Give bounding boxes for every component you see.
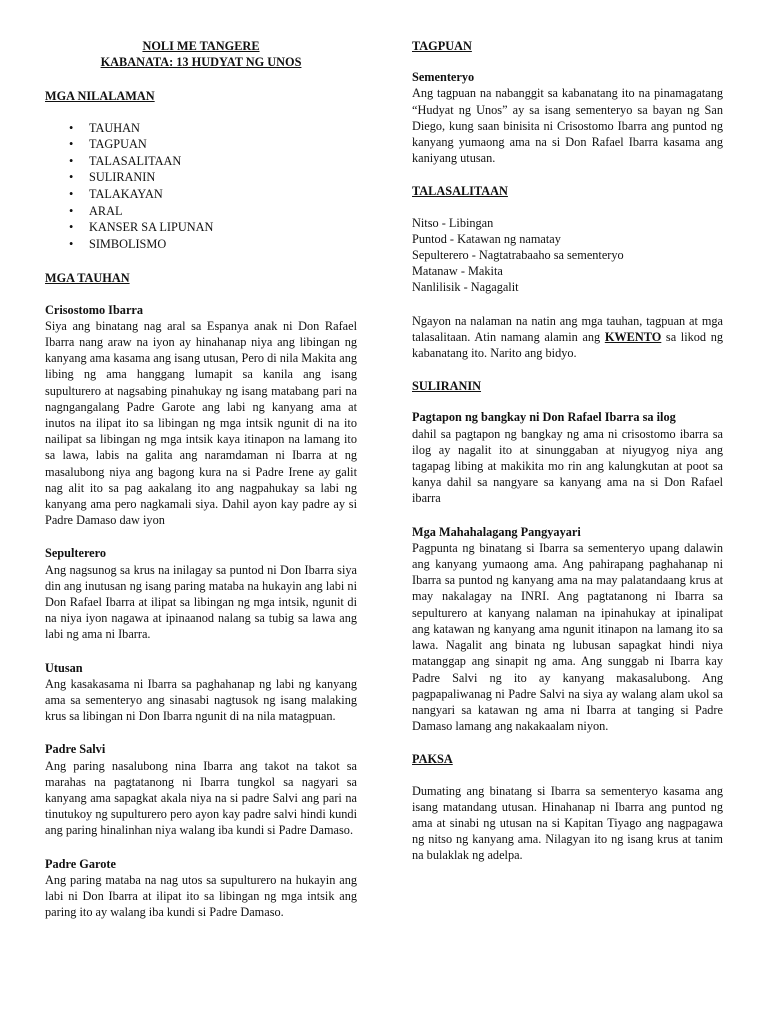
paksa-heading: PAKSA	[412, 752, 453, 767]
contents-item-label: TALAKAYAN	[89, 186, 163, 201]
bullet-icon: •	[69, 236, 74, 251]
talasalitaan-heading: TALASALITAAN	[412, 184, 508, 199]
contents-item	[69, 203, 357, 220]
bullet-icon: •	[69, 186, 74, 201]
right-column	[412, 38, 723, 881]
contents-item-label: SIMBOLISMO	[89, 236, 167, 251]
vocabulary-entry: Nitso - Libingan	[412, 215, 494, 230]
topic-description: Dumating ang binatang si Ibarra sa sementeryo kasama ang isang matandang utusan. Hinahanap ni Ibarra ang puntod ng ama at sinabi ng utusan na si Kapitan Tiyago ang nagpagawa ng nitso ng kanyang ama. Nilagyan ito ng isang krus at tanim na bulaklak ng adelpa.	[412, 783, 723, 863]
contents-item-label: TALASALITAAN	[89, 153, 182, 168]
problem-description: dahil sa pagtapon ng bangkay ng ama ni crisostomo ibarra sa ilog ay nagalit ito at sinunggaban at niyugyog niya ang tagapag libing at makikita mo rin ang kalungkutan at poot sa kanya dahil sa nangyare sa kanyang ama na si Don Rafael ibarra	[412, 426, 723, 506]
character-description: Ang nagsunog sa krus na inilagay sa puntod ni Don Ibarra siya din ang inutusan ng isang paring mataba na hukayin ang labi ni Don Rafael Ibarra at ilipat sa libingan ng mga intsik, ngunit di na niya iyon nagawa at ipinaanod nalang sa tubig sa lawa ang labi ng ama ni Ibarra.	[45, 562, 357, 642]
events-entry	[412, 524, 723, 735]
setting-name: Sementeryo	[412, 70, 475, 85]
intro-text-after: sa likod ng kabanatang ito. Narito ang bidyo.	[412, 329, 723, 361]
character-entry	[45, 741, 357, 838]
contents-item-label: SULIRANIN	[89, 170, 156, 185]
contents-item	[69, 153, 357, 170]
contents-item	[69, 120, 357, 137]
contents-item-label: TAUHAN	[89, 120, 140, 135]
contents-heading: MGA NILALAMAN	[45, 89, 155, 104]
document-title	[45, 38, 357, 70]
character-entry	[45, 660, 357, 725]
bullet-icon: •	[69, 120, 74, 135]
setting-entry	[412, 69, 723, 166]
character-name: Sepulterero	[45, 546, 107, 561]
character-name: Crisostomo Ibarra	[45, 302, 144, 317]
story-intro-paragraph	[412, 313, 723, 362]
character-name: Utusan	[45, 660, 83, 675]
contents-item	[69, 236, 357, 253]
character-entry	[45, 302, 357, 529]
contents-item-label: KANSER SA LIPUNAN	[89, 220, 214, 235]
character-description: Ang kasakasama ni Ibarra sa paghahanap ng labi ng kanyang ama sa sementeryo ang sinasabi nagtusok ng isang malaking krus sa libingan ni Don Ibarra ngunit di na nila matagpuan.	[45, 676, 357, 724]
character-entry	[45, 545, 357, 642]
intro-text-before: Ngayon na nalaman na natin ang mga tauhan, tagpuan at mga talasalitaan. Atin namang alamin ang	[412, 313, 723, 344]
title-line-2: KABANATA: 13 HUDYAT NG UNOS	[100, 55, 302, 70]
suliranin-heading: SULIRANIN	[412, 379, 482, 394]
topic-entry	[412, 783, 723, 864]
bullet-icon: •	[69, 153, 74, 168]
contents-item	[69, 186, 357, 203]
bullet-icon: •	[69, 220, 74, 235]
kwento-link[interactable]: KWENTO	[604, 329, 662, 344]
story-intro	[412, 313, 723, 362]
tagpuan-heading: TAGPUAN	[412, 39, 472, 53]
vocabulary-entry: Nanlilisik - Nagagalit	[412, 280, 519, 295]
character-description: Ang paring nasalubong nina Ibarra ang takot na takot sa marahas na pagtatanong ni Ibarra tungkol sa nagyari sa kanyang ama sapagkat akala niya na si padre Salvi ang pari na tinutukoy ng supulturero pero ayon kay padre salvi hindi kundi ang paring hinalinhan niya walang iba kundi si Padre Damaso.	[45, 758, 357, 838]
bullet-icon: •	[69, 137, 74, 152]
title-line-1: NOLI ME TANGERE	[142, 39, 260, 53]
contents-item	[69, 169, 357, 186]
character-description: Ang paring mataba na nag utos sa supulturero na hukayin ang labi ni Don Ibarra at ilipat ito sa libingan ng mga intsik ang paring ito ay walang iba kundi si Padre Damaso.	[45, 872, 357, 920]
contents-item-label: ARAL	[89, 203, 123, 218]
vocabulary-entry: Puntod - Katawan ng namatay	[412, 231, 561, 246]
problem-title: Pagtapon ng bangkay ni Don Rafael Ibarra sa ilog	[412, 410, 676, 425]
character-description: Siya ang binatang nag aral sa Espanya anak ni Don Rafael Ibarra nang araw na iyon ay hinahanap niya ang libingan ng kanyang ama kasama ang isang utusan, Pero di nila Makita ang libing ng ama hanggang lumapit sa kanila ang isang supulturero at nagsabing pinahukay ng isang matabang pari na nagngangalang Padre Garote ang labi ng kanyang ama at inutos na ilipat ito sa libingan ng mga intsik ngunit di na ito nailipat sa libingan ng mga intsik kaya itinapon na lamang ito sa lawa, labis na galita ang naramdaman ni Ibarra at ng masalubong niya ang bagong kura na si Padre Irene ay galit nag alit ito sa pag aakalang ito ang nagpahukay sa labi ng kanyang ama pero nagkamali siya. Dahil ayon kay padre ay si Padre Damaso daw iyon	[45, 318, 357, 528]
contents-item	[69, 136, 357, 153]
contents-item	[69, 219, 357, 236]
character-entry	[45, 856, 357, 921]
left-column	[45, 38, 357, 937]
contents-list	[45, 120, 357, 253]
tauhan-heading: MGA TAUHAN	[45, 271, 130, 286]
problem-entry	[412, 409, 723, 506]
setting-description: Ang tagpuan na nabanggit sa kabanatang ito na pinamagatang “Hudyat ng Unos” ay sa isang sementeryo sa bayan ng San Diego, kung saan binisita ni Crisostomo Ibarra ang puntod ng kanyang yumaong ama na si Don Rafael Ibarra kasama ang kaniyang utusan.	[412, 86, 723, 166]
vocabulary-entry: Sepulterero - Nagtatrabaaho sa sementeryo	[412, 248, 624, 263]
contents-item-label: TAGPUAN	[89, 137, 147, 152]
vocabulary-list	[412, 215, 723, 296]
vocabulary-entry: Matanaw - Makita	[412, 264, 503, 279]
character-name: Padre Salvi	[45, 742, 106, 757]
bullet-icon: •	[69, 203, 74, 218]
events-description: Pagpunta ng binatang si Ibarra sa sementeryo upang dalawin ang kanyang yumaong ama. Ang pahirapang paghahanap ni Ibarra sa puntod ng kanyang ama na may palatandaang krus at may nakalagay na INRI. Ang pagtatanong ni Ibarra sa sepulturero at kanyang nalaman na ipinahukay at ipinalipat ang katawan ng kanyang ama ngunit itinapon na lamang ito sa lawa. Nagalit ang binata ng lubusan sapagkat hindi niya matanggap ang sinapit ng ama. Ang sunggab ni Ibarra kay Padre Salvi ng ito ay kanyang makasalubong. Ang pagpapaliwanag ni Padre Salvi na siya ay walang alam ukol sa nangyari sa katawan ng ama ni Ibarra at tanging si Padre Damaso lamang ang nakakaalam niyon.	[412, 540, 723, 734]
character-name: Padre Garote	[45, 856, 116, 871]
bullet-icon: •	[69, 170, 74, 185]
events-title: Mga Mahahalagang Pangyayari	[412, 524, 581, 539]
